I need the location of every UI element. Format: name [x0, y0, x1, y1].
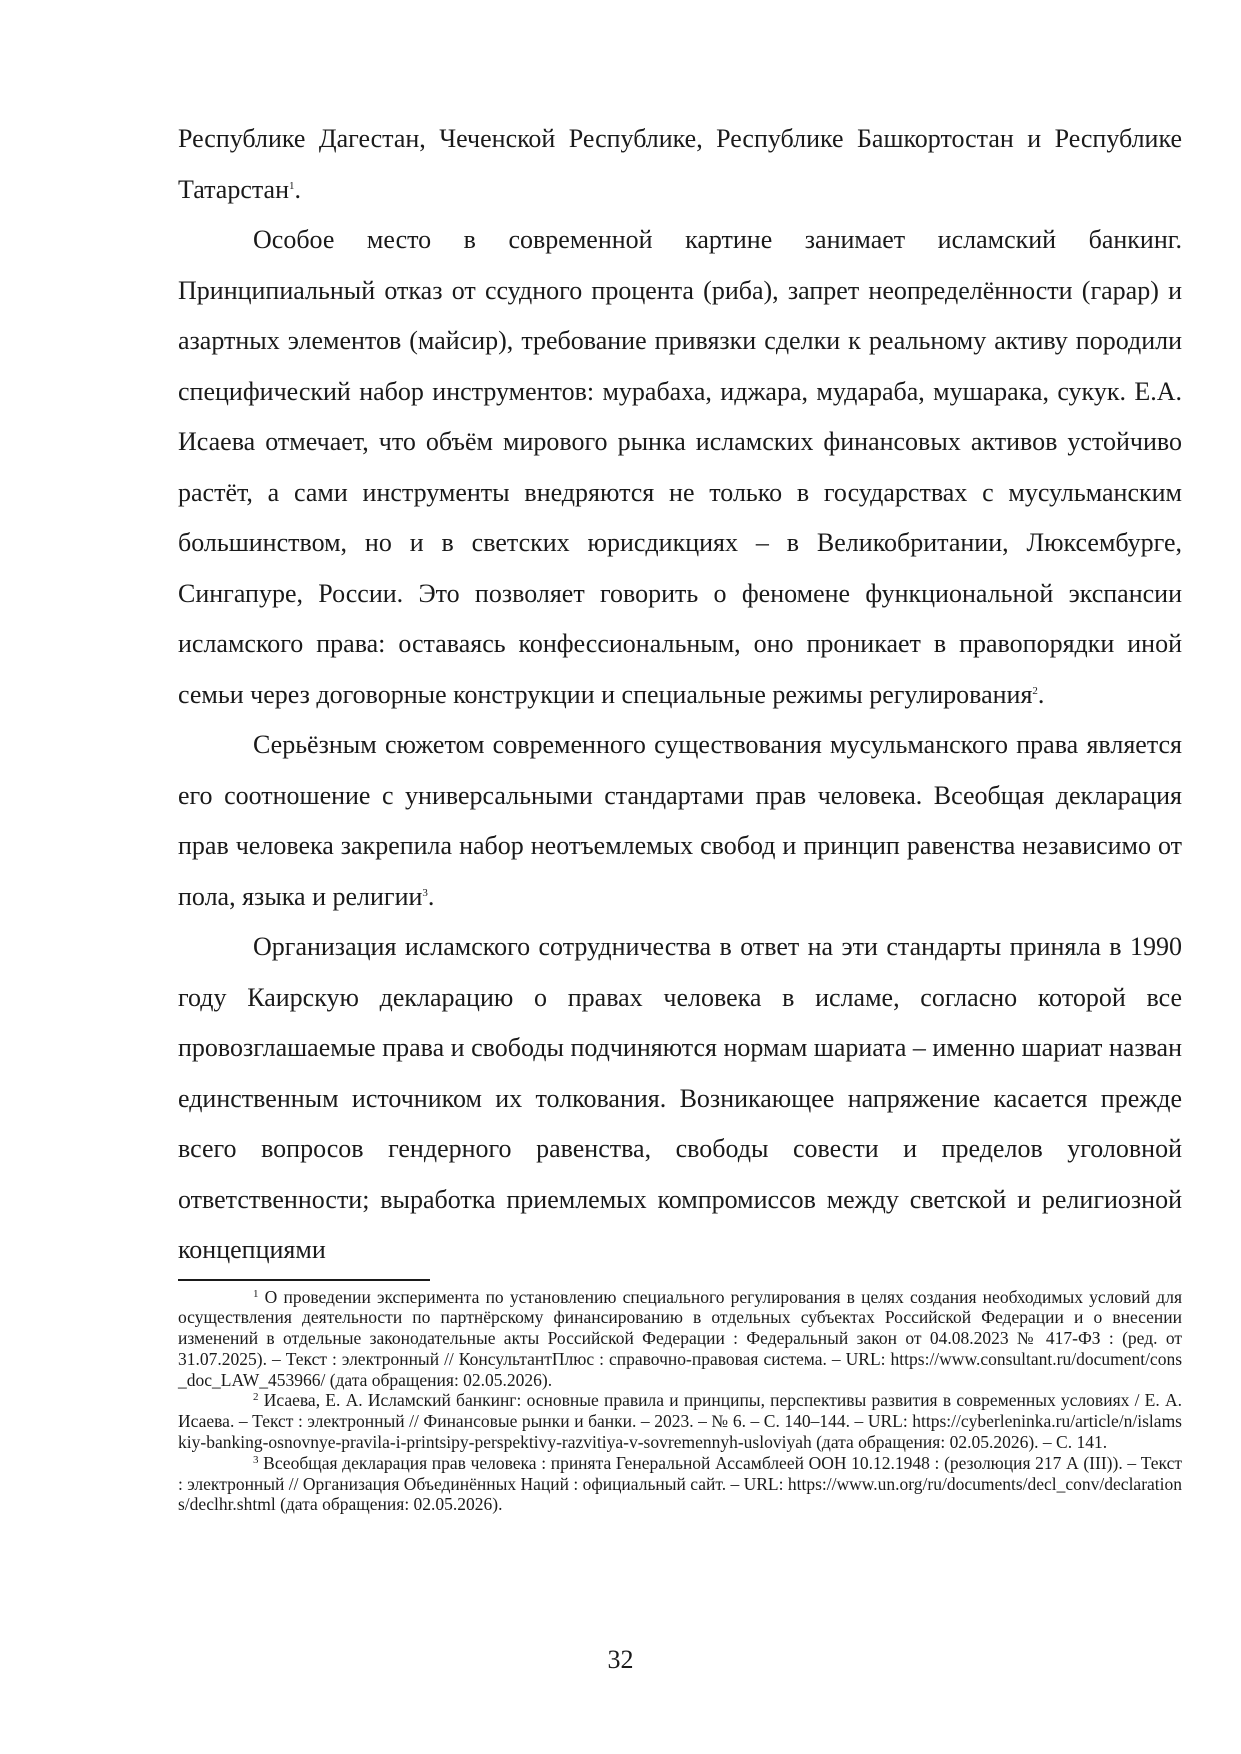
footnote-3: $^3$ Всеобщая декларация прав человека : принята Генеральной Ассамблеей ООН 10.12.1948 : (резолюция 217 А (III)). – Текст : электронный // Организация Объединённых Наций : официальный сайт. – URL: https://www.un.org/ru/documents/decl_conv/declarations/declhr.shtml (дата обращения: 02.05.2026). — [178, 1452, 1183, 1515]
footnote-ref-2[interactable]: 2 — [1032, 684, 1038, 697]
footnote-2: $^2$ Исаева, Е. А. Исламский банкинг: основные правила и принципы, перспективы развития в современных условиях / Е. А. Исаева. – Текст : электронный // Финансовые рынки и банки. – 2023. – № 6. – С. 140–144. – URL: https://cyberleninka.ru/article/n/islamskiy-banking-osnovnye-pravila-i-printsipy-perspektivy-razvitiya-v-sovremennyh-usloviyah (дата обращения: 02.05.2026). – С. 141. — [178, 1390, 1182, 1453]
footnote-number: 1 — [253, 1287, 259, 1300]
footnote-number: 2 — [253, 1391, 259, 1404]
paragraph-4: Организация исламского сотрудничества в ответ на эти стандарты приняла в 1990 году Каирскую декларацию о правах человека в исламе, согласно которой все провозглашаемые права и свободы подчиняются нормам шариата – именно шариат назван единственным источником их толкования. Возникающее напряжение касается прежде всего вопросов гендерного равенства, свободы совести и пределов уголовной ответственности; выработка приемлемых компромиссов между светской и религиозной концепциями — [178, 932, 1182, 1264]
main-text — [178, 114, 1182, 1276]
paragraph-2: Особое место в современной картине занимает исламский банкинг. Принципиальный отказ от ссудного процента (риба), запрет неопределённости (гарар) и азартных элементов (майсир), требование привязки сделки к реальному активу породили специфический набор инструментов: мурабаха, иджара, мудараба, мушарака, сукук. Е.А. Исаева отмечает, что объём мирового рынка исламских финансовых активов устойчиво растёт, а сами инструменты внедряются не только в государствах с мусульманским большинством, но и в светских юрисдикциях – в Великобритании, Люксембурге, Сингапуре, России. Это позволяет говорить о феномене функциональной экспансии исламского права: оставаясь конфессиональным, оно проникает в правопорядки иной семьи через договорные конструкции и специальные режимы регулирования$^2$. — [178, 225, 1182, 709]
document-page — [178, 114, 1182, 1515]
paragraph-3: Серьёзным сюжетом современного существования мусульманского права является его соотношение с универсальными стандартами прав человека. Всеобщая декларация прав человека закрепила набор неотъемлемых свобод и принцип равенства независимо от пола, языка и религии$^3$. — [178, 730, 1182, 911]
footnote-url-link[interactable]: https://cyberleninka.ru/article/n/islamskiy-banking-osnovnye-pravila-i-printsipy-perspektivy-razvitiya-v-sovremennyh-usloviyah — [178, 1411, 1182, 1453]
footnote-ref-1[interactable]: 1 — [289, 179, 295, 192]
footnote-1: $^1$ О проведении эксперимента по установлению специального регулирования в целях создания необходимых условий для осуществления деятельности по партнёрскому финансированию в отдельных субъектах Российской Федерации и о внесении изменений в отдельные законодательные акты Российской Федерации : Федеральный закон от 04.08.2023 № 417-ФЗ : (ред. от 31.07.2025). – Текст : электронный // КонсультантПлюс : справочно-правовая система. – URL: https://www.consultant.ru/document/cons_doc_LAW_453966/ (дата обращения: 02.05.2026). — [178, 1286, 1183, 1390]
footnote-url-link[interactable]: https://www.consultant.ru/document/cons_doc_LAW_453966/ — [178, 1348, 1183, 1390]
footnote-url-link[interactable]: https://www.un.org/ru/documents/decl_conv/declarations/declhr.shtml — [178, 1473, 1183, 1515]
footnote-number: 3 — [253, 1453, 259, 1466]
page-number: 32 — [607, 1645, 634, 1674]
footnotes — [178, 1287, 1182, 1516]
footnote-ref-3[interactable]: 3 — [422, 886, 428, 899]
paragraph-1: Республике Дагестан, Чеченской Республике, Республике Башкортостан и Республике Татарстан$^1$. — [178, 124, 1182, 204]
footnote-separator — [178, 1279, 430, 1281]
